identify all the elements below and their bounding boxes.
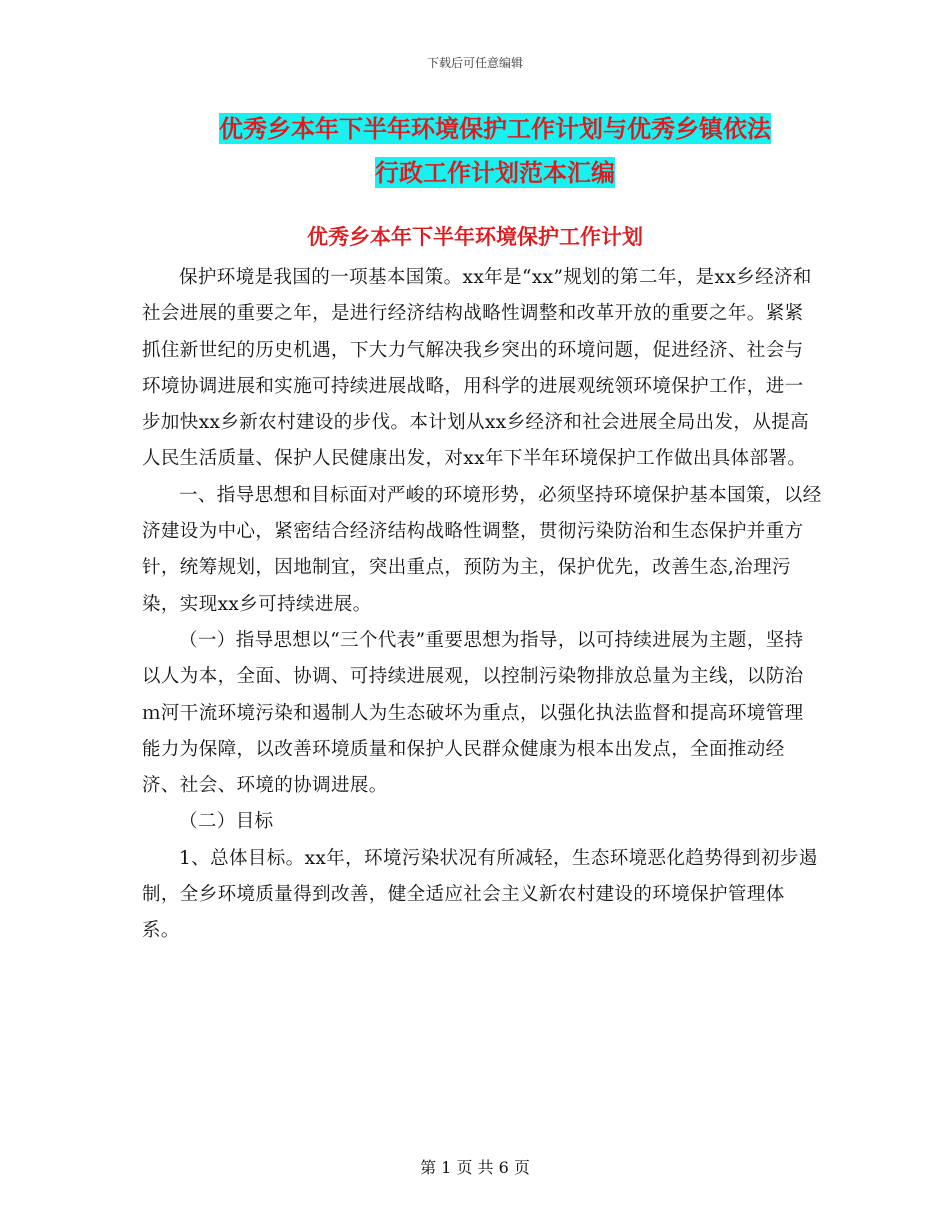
document-title-line-2-text: 行政工作计划范本汇编 xyxy=(375,158,615,187)
paragraph-guiding-principles: 一、指导思想和目标面对严峻的环境形势，必须坚持环境保护基本国策，以经济建设为中心，紧密结合经济结构战略性调整，贯彻污染防治和生态保护并重方针，统筹规划，因地制宜，突出重点，预防为主，保护优先，改善生态,治理污染，实现xx乡可持续进展。 xyxy=(142,484,822,615)
page-number: 第 1 页 共 6 页 xyxy=(420,1158,530,1177)
paragraph-guiding-ideology: （一）指导思想以“三个代表”重要思想为指导，以可持续进展为主题，坚持以人为本，全面、协调、可持续进展观，以控制污染物排放总量为主线，以防治ｍ河干流环境污染和遏制人为生态破坏为重点，以强化执法监督和提高环境管理能力为保障，以改善环境质量和保护人民群众健康为根本出发点，全面推动经济、社会、环境的协调进展。 xyxy=(142,629,804,797)
document-title-line-2 xyxy=(0,156,950,190)
page-header-note: 下载后可任意编辑 xyxy=(426,56,523,70)
paragraph-overall-target: 1、总体目标。xx年，环境污染状况有所减轻，生态环境恶化趋势得到初步遏制，全乡环境质量得到改善，健全适应社会主义新农村建设的环境保护管理体系。 xyxy=(142,847,818,942)
document-body xyxy=(142,260,822,950)
document-title-line-1-text: 优秀乡本年下半年环境保护工作计划与优秀乡镇依法 xyxy=(219,114,771,143)
document-title-line-1 xyxy=(0,112,950,146)
paragraph-targets-heading: （二）目标 xyxy=(179,811,274,833)
paragraph-intro: 保护环境是我国的一项基本国策。xx年是“xx”规划的第二年，是xx乡经济和社会进展的重要之年，是进行经济结构战略性调整和改革开放的重要之年。紧紧抓住新世纪的历史机遇，下大力气解决我乡突出的环境问题，促进经济、社会与环境协调进展和实施可持续进展战略，用科学的进展观统领环境保护工作，进一步加快xx乡新农村建设的步伐。本计划从xx乡经济和社会进展全局出发，从提高人民生活质量、保护人民健康出发，对xx年下半年环境保护工作做出具体部署。 xyxy=(142,267,812,470)
section-title: 优秀乡本年下半年环境保护工作计划 xyxy=(307,224,643,249)
